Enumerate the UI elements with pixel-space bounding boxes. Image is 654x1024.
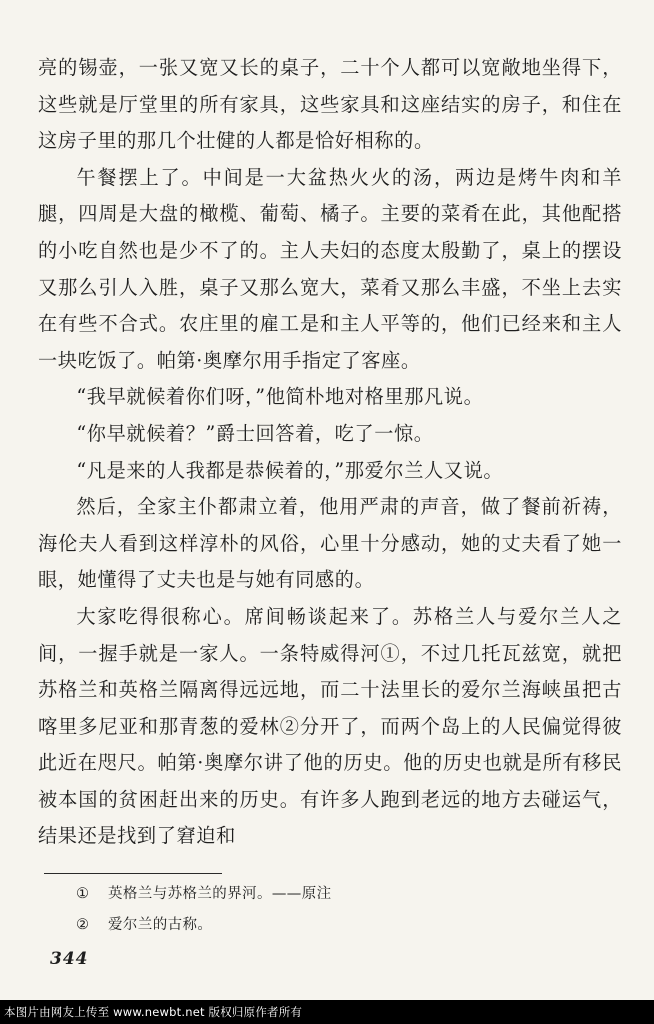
- footnote-divider: [44, 873, 222, 874]
- footnote-1-text: 英格兰与苏格兰的界河。——原注: [108, 886, 332, 902]
- footnote-1: [76, 879, 332, 910]
- paragraph-1: 亮的锡壶，一张又宽又长的桌子，二十个人都可以宽敞地坐得下，这些就是厅堂里的所有家具，这些家具和这座结实的房子，和住在这房子里的那几个壮健的人都是恰好相称的。: [38, 56, 622, 153]
- watermark-banner: 本图片由网友上传至 www.newbt.net 版权归原作者所有: [0, 1000, 654, 1024]
- footnote-2: [76, 910, 332, 941]
- paragraph-6: 然后，全家主仆都肃立着，他用严肃的声音，做了餐前祈祷，海伦夫人看到这样淳朴的风俗，心里十分感动，她的丈夫看了她一眼，她懂得了丈夫也是与她有同感的。: [38, 495, 622, 592]
- footnote-2-text: 爱尔兰的古称。: [108, 917, 213, 933]
- body-text: [38, 50, 622, 855]
- paragraph-4: “你早就候着？”爵士回答着，吃了一惊。: [76, 421, 434, 445]
- footnote-2-mark: ②: [76, 917, 90, 933]
- footnotes: [76, 879, 332, 941]
- paragraph-5: “凡是来的人我都是恭候着的，”那爱尔兰人又说。: [76, 458, 504, 482]
- paragraph-3: “我早就候着你们呀，”他简朴地对格里那凡说。: [76, 385, 484, 409]
- paragraph-2: 午餐摆上了。中间是一大盆热火火的汤，两边是烤牛肉和羊腿，四周是大盘的橄榄、葡萄、橘子。主要的菜肴在此，其他配搭的小吃自然也是少不了的。主人夫妇的态度太殷勤了，桌上的摆设又那么引人入胜，桌子又那么宽大，菜肴又那么丰盛，不坐上去实在有些不合式。农庄里的雇工是和主人平等的，他们已经来和主人一块吃饭了。帕第·奥摩尔用手指定了客座。: [38, 165, 622, 372]
- page-number: 344: [50, 949, 89, 969]
- paragraph-7: 大家吃得很称心。席间畅谈起来了。苏格兰人与爱尔兰人之间，一握手就是一家人。一条特威得河①，不过几托瓦兹宽，就把苏格兰和英格兰隔离得远远地，而二十法里长的爱尔兰海峡虽把古喀里多尼亚和那青葱的爱林②分开了，而两个岛上的人民偏觉得彼此近在咫尺。帕第·奥摩尔讲了他的历史。他的历史也就是所有移民被本国的贫困赶出来的历史。有许多人跑到老远的地方去碰运气，结果还是找到了窘迫和: [38, 604, 622, 848]
- footnote-1-mark: ①: [76, 886, 90, 902]
